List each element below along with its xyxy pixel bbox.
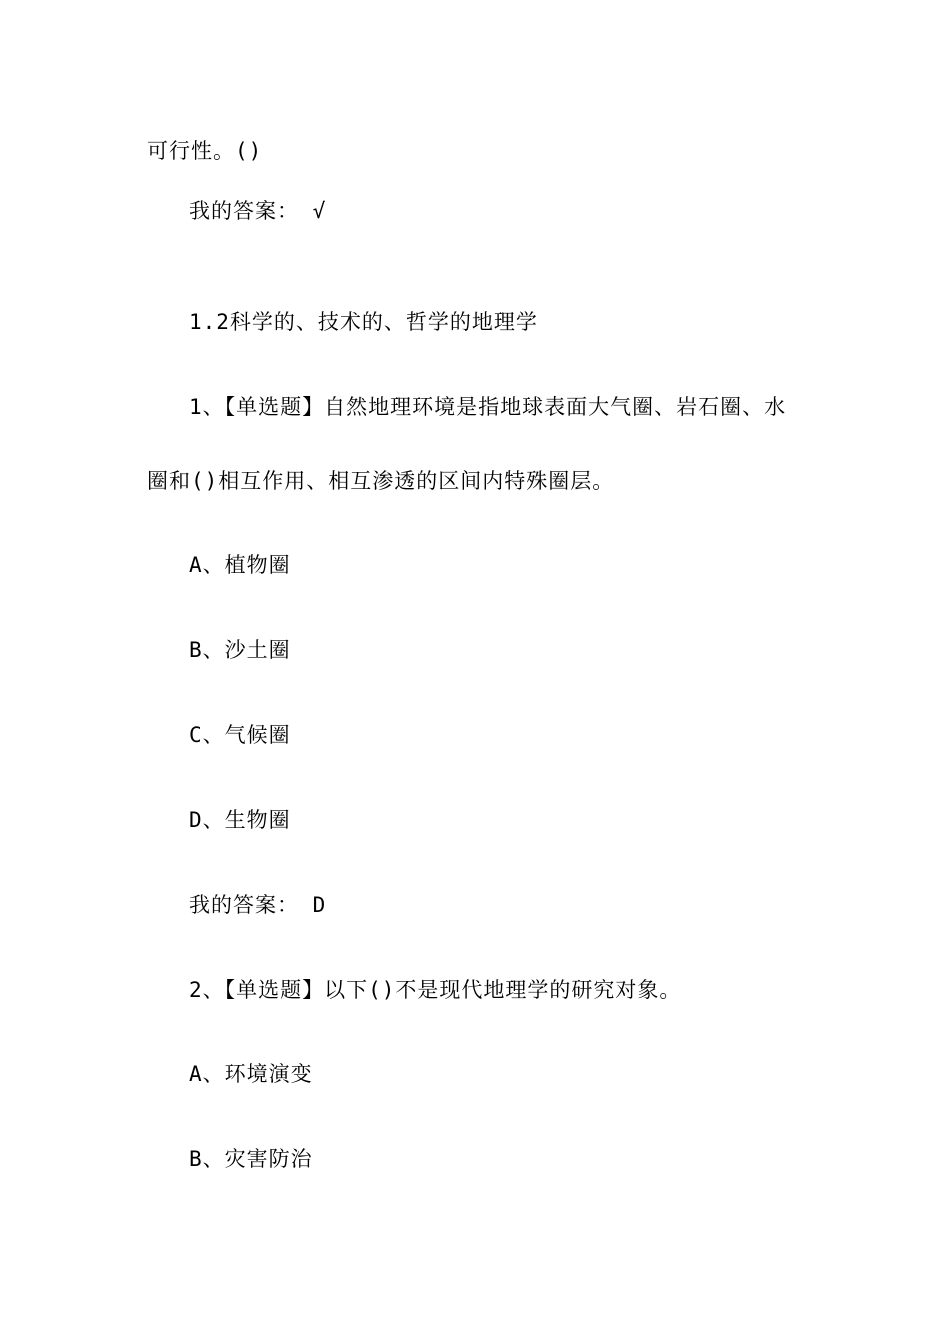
question-1-option-a: A、植物圈 [189, 553, 291, 577]
previous-question-tail: 可行性。() [147, 139, 263, 163]
question-1-option-b: B、沙土圈 [189, 638, 291, 662]
question-2-option-a: A、环境演变 [189, 1062, 313, 1086]
question-1-text-continued: 圈和()相互作用、相互渗透的区间内特殊圈层。 [147, 469, 615, 493]
question-2-text: 2、【单选题】以下()不是现代地理学的研究对象。 [189, 978, 682, 1002]
answer-line: 我的答案： D [189, 893, 327, 917]
section-heading: 1.2科学的、技术的、哲学的地理学 [189, 310, 538, 334]
question-1-option-d: D、生物圈 [189, 808, 291, 832]
question-1-text: 1、【单选题】自然地理环境是指地球表面大气圈、岩石圈、水 [189, 395, 787, 419]
question-2-option-b: B、灾害防治 [189, 1147, 313, 1171]
answer-line: 我的答案： √ [189, 199, 327, 223]
question-1-option-c: C、气候圈 [189, 723, 291, 747]
